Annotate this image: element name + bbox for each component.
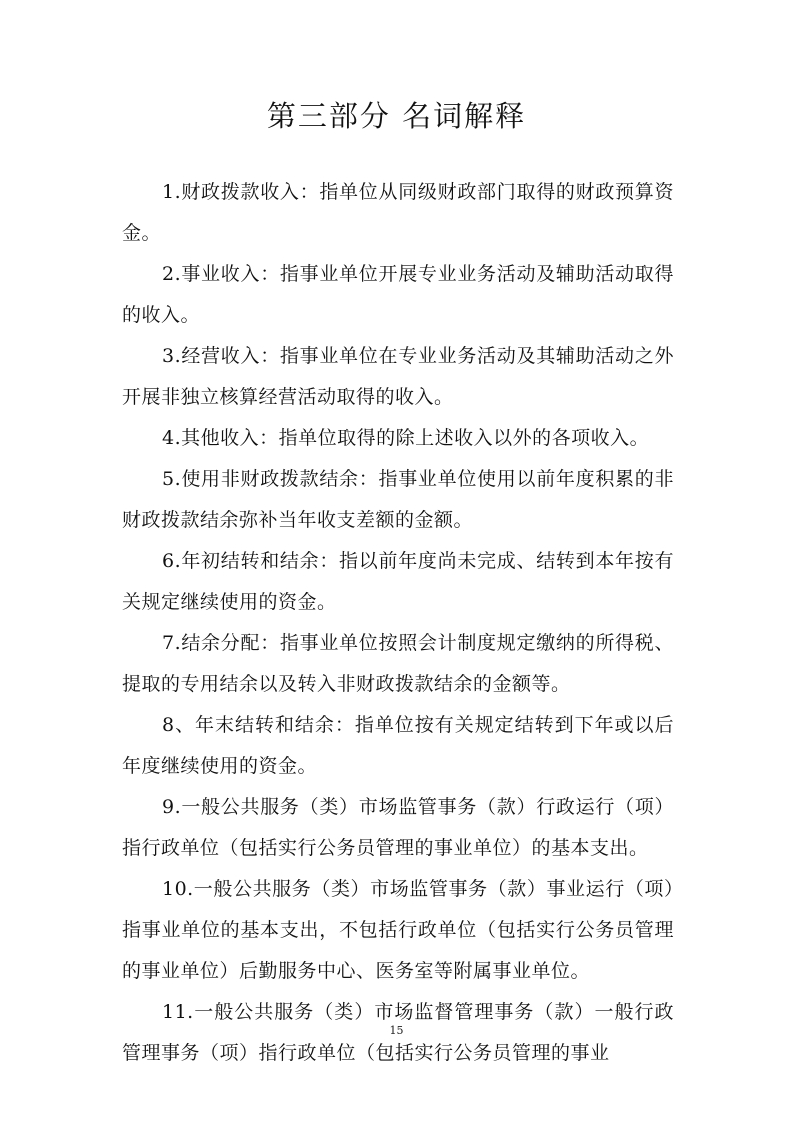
glossary-entry-11: 11.一般公共服务（类）市场监督管理事务（款）一般行政管理事务（项）指行政单位（包括实行公务员管理的事业 bbox=[122, 1001, 674, 1064]
page-title: 第三部分 名词解释 bbox=[266, 99, 527, 133]
glossary-entry-4: 4.其他收入：指单位取得的除上述收入以外的各项收入。 bbox=[162, 427, 650, 449]
glossary-entry-8: 8、年末结转和结余：指单位按有关规定结转到下年或以后年度继续使用的资金。 bbox=[122, 714, 674, 777]
glossary-entry-10: 10.一般公共服务（类）市场监管事务（款）事业运行（项）指事业单位的基本支出，不包括行政单位（包括实行公务员管理的事业单位）后勤服务中心、医务室等附属事业单位。 bbox=[122, 878, 674, 982]
glossary-entry-7: 7.结余分配：指事业单位按照会计制度规定缴纳的所得税、提取的专用结余以及转入非财政拨款结余的金额等。 bbox=[122, 632, 674, 695]
glossary-entry-1: 1.财政拨款收入：指单位从同级财政部门取得的财政预算资金。 bbox=[122, 181, 674, 244]
glossary-entry-6: 6.年初结转和结余：指以前年度尚未完成、结转到本年按有关规定继续使用的资金。 bbox=[122, 550, 674, 613]
page-number: 15 bbox=[389, 1024, 404, 1037]
glossary-entry-9: 9.一般公共服务（类）市场监管事务（款）行政运行（项）指行政单位（包括实行公务员管理的事业单位）的基本支出。 bbox=[122, 796, 674, 859]
glossary-entry-2: 2.事业收入：指事业单位开展专业业务活动及辅助活动取得的收入。 bbox=[122, 263, 674, 326]
glossary-entry-5: 5.使用非财政拨款结余：指事业单位使用以前年度积累的非财政拨款结余弥补当年收支差额的金额。 bbox=[122, 468, 674, 531]
glossary-body bbox=[122, 172, 674, 1074]
glossary-entry-3: 3.经营收入：指事业单位在专业业务活动及其辅助活动之外开展非独立核算经营活动取得的收入。 bbox=[122, 345, 674, 408]
